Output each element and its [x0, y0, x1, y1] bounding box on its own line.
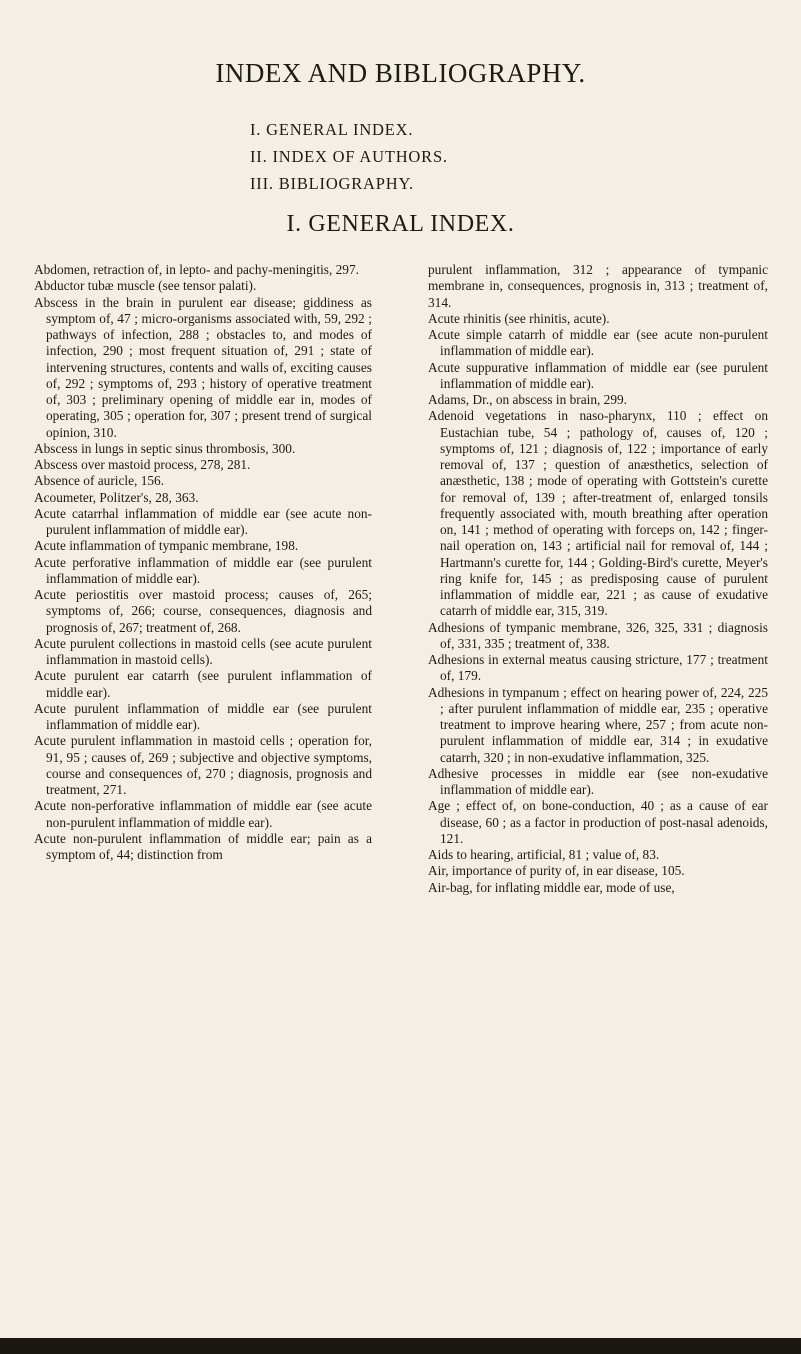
index-entry: Adhesive processes in middle ear (see non-exudative inflammation of middle ear).	[428, 765, 768, 797]
index-entry: Acute purulent ear catarrh (see purulent inflammation of middle ear).	[34, 668, 372, 700]
index-entry: Abdomen, retraction of, in lepto- and pachy-meningitis, 297.	[34, 262, 359, 277]
index-entry: Air-bag, for inflating middle ear, mode of use,	[428, 879, 675, 895]
index-entry: Acoumeter, Politzer's, 28, 363.	[34, 489, 199, 505]
toc-item: III. BIBLIOGRAPHY.	[250, 174, 414, 193]
index-entry: Adenoid vegetations in naso-pharynx, 110 ; effect on Eustachian tube, 54 ; pathology of, causes of, 120 ; symptoms of, 121 ; diagnosis of, 122 ; importance of early removal of, 137 ; question of anæsthetics, selection of anæsthetic, 138 ; mode of operating with Gottstein's curette for removal of, 139 ; after-treatment of, enlarged tonsils frequently associated with, mouth breathing after operation on, 141 ; method of operating with forceps on, 142 ; finger-nail operation on, 143 ; artificial nail for removal of, 144 ; Hartmann's curette for, 144 ; Golding-Bird's curette, Meyer's ring knife for, 145 ; as predisposing cause of purulent inflammation of middle ear, 221 ; as cause of exudative catarrh of middle ear, 315, 319.	[428, 408, 768, 619]
index-entry: Absence of auricle, 156.	[34, 473, 165, 489]
index-entry: Acute perforative inflammation of middle ear (see purulent inflammation of middle ear).	[34, 554, 372, 586]
toc-item: II. INDEX OF AUTHORS.	[250, 147, 448, 166]
index-entry: Abductor tubæ muscle (see tensor palati).	[34, 278, 257, 294]
index-entry: Abscess over mastoid process, 278, 281.	[34, 457, 251, 472]
index-entry: Acute non-perforative inflammation of middle ear (see acute non-purulent inflammation of middle ear).	[34, 798, 372, 830]
index-entry: Acute purulent collections in mastoid cells (see acute purulent inflammation in mastoid cells).	[34, 635, 372, 667]
index-column-right	[428, 262, 768, 896]
index-entry: Abscess in lungs in septic sinus thrombosis, 300.	[34, 440, 296, 456]
index-entry: Acute periostitis over mastoid process; causes of, 265; symptoms of, 266; course, consequences, diagnosis and prognosis of, 267; treatment of, 268.	[34, 587, 372, 635]
index-entry: Acute inflammation of tympanic membrane, 198.	[34, 538, 299, 554]
index-entry: Acute purulent inflammation of middle ear (see purulent inflammation of middle ear).	[34, 700, 372, 732]
index-entry: Air, importance of purity of, in ear disease, 105.	[428, 863, 685, 879]
section-heading: I. GENERAL INDEX.	[286, 211, 515, 237]
index-entry: Acute rhinitis (see rhinitis, acute).	[428, 310, 610, 326]
index-entry: Acute catarrhal inflammation of middle ear (see acute non-purulent inflammation of middle ear).	[34, 505, 372, 537]
index-entry: Adams, Dr., on abscess in brain, 299.	[428, 392, 628, 407]
index-entry: Adhesions of tympanic membrane, 326, 325, 331 ; diagnosis of, 331, 335 ; treatment of, 338.	[428, 619, 768, 651]
index-entry-continued: purulent inflammation, 312 ; appearance of tympanic membrane in, consequences, prognosis in, 313 ; treatment of, 314.	[428, 262, 768, 310]
index-entry: Acute non-purulent inflammation of middle ear; pain as a symptom of, 44; distinction from	[34, 830, 372, 862]
page-title: INDEX AND BIBLIOGRAPHY.	[215, 58, 586, 88]
index-entry: Acute purulent inflammation in mastoid cells ; operation for, 91, 95 ; causes of, 269 ; subjective and objective symptoms, course and consequences of, 270 ; diagnosis, prognosis and treatment, 271.	[34, 733, 372, 797]
index-entry: Age ; effect of, on bone-conduction, 40 ; as a cause of ear disease, 60 ; as a factor in production of post-nasal adenoids, 121.	[428, 798, 768, 846]
page-bottom-edge	[0, 1338, 801, 1354]
index-column-left	[34, 262, 372, 863]
index-entry: Aids to hearing, artificial, 81 ; value of, 83.	[428, 847, 660, 862]
index-entry: Adhesions in tympanum ; effect on hearing power of, 224, 225 ; after purulent inflammation of middle ear, 235 ; operative treatment to improve hearing where, 257 ; from acute non-purulent inflammation of middle ear, 314 ; in exudative catarrh, 320 ; in non-exudative inflammation, 325.	[428, 684, 768, 765]
index-entry: Acute simple catarrh of middle ear (see acute non-purulent inflammation of middle ear).	[428, 327, 768, 359]
toc-item: I. GENERAL INDEX.	[250, 120, 414, 139]
index-entry: Adhesions in external meatus causing stricture, 177 ; treatment of, 179.	[428, 652, 768, 684]
index-entry: Acute suppurative inflammation of middle ear (see purulent inflammation of middle ear).	[428, 359, 768, 391]
index-entry: Abscess in the brain in purulent ear disease; giddiness as symptom of, 47 ; micro-organisms associated with, 59, 292 ; pathways of infection, 288 ; obstacles to, and modes of infection, 290 ; most frequent situation of, 291 ; state of intervening structures, contents and walls of, exciting causes of, 292 ; symptoms of, 293 ; history of operative treatment of, 303 ; preliminary opening of middle ear in, modes of operating, 305 ; operation for, 307 ; present trend of surgical opinion, 310.	[34, 294, 372, 440]
table-of-contents	[250, 116, 448, 197]
